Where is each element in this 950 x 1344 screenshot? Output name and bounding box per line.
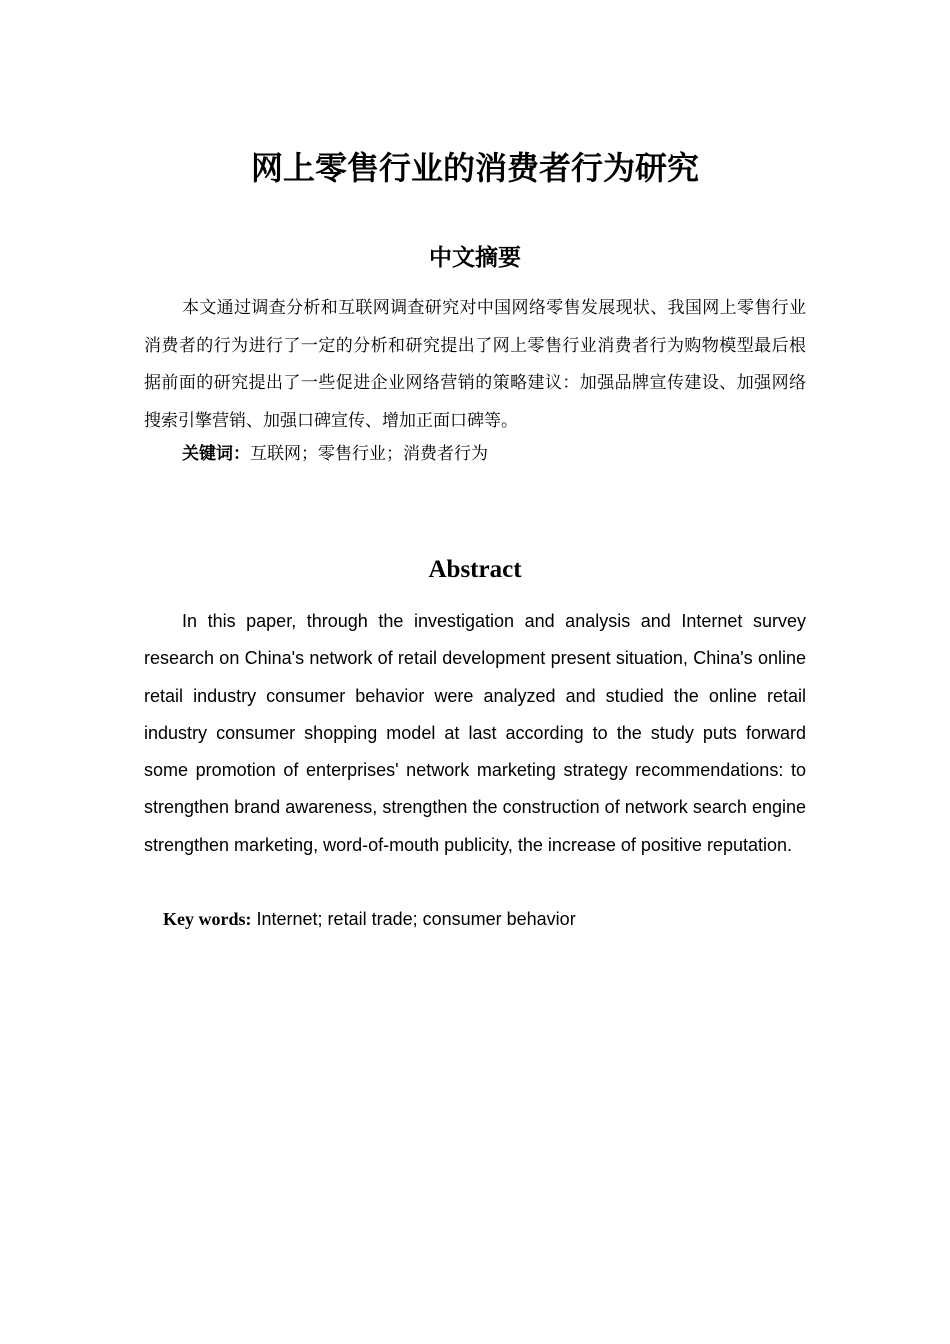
chinese-abstract-heading: 中文摘要 [429,245,521,271]
english-keywords [163,903,806,935]
english-keywords-label: Key words: [163,909,252,929]
chinese-keywords-label: 关键词： [182,444,250,464]
document-title: 网上零售行业的消费者行为研究 [250,149,699,187]
chinese-keywords [182,437,806,471]
english-abstract-body: In this paper, through the investigation and analysis and Internet survey research on China's network of retail development present situation, China's online retail industry consumer behavior were analyzed and studied the online retail industry consumer shopping model at last according to the study puts forward some promotion of enterprises' network marketing strategy recommendations: to strengthen brand awareness, strengthen the construction of network search engine strengthen marketing, word-of-mouth publicity, the increase of positive reputation. [144,611,806,855]
chinese-keywords-values: 互联网；零售行业；消费者行为 [250,444,488,464]
english-keywords-values: Internet; retail trade; consumer behavior [256,909,576,929]
chinese-abstract-body: 本文通过调查分析和互联网调查研究对中国网络零售发展现状、我国网上零售行业消费者的行为进行了一定的分析和研究提出了网上零售行业消费者行为购物模型最后根据前面的研究提出了一些促进企业网络营销的策略建议：加强品牌宣传建设、加强网络搜索引擎营销、加强口碑宣传、增加正面口碑等。 [144,298,806,431]
english-abstract-heading: Abstract [428,556,522,583]
